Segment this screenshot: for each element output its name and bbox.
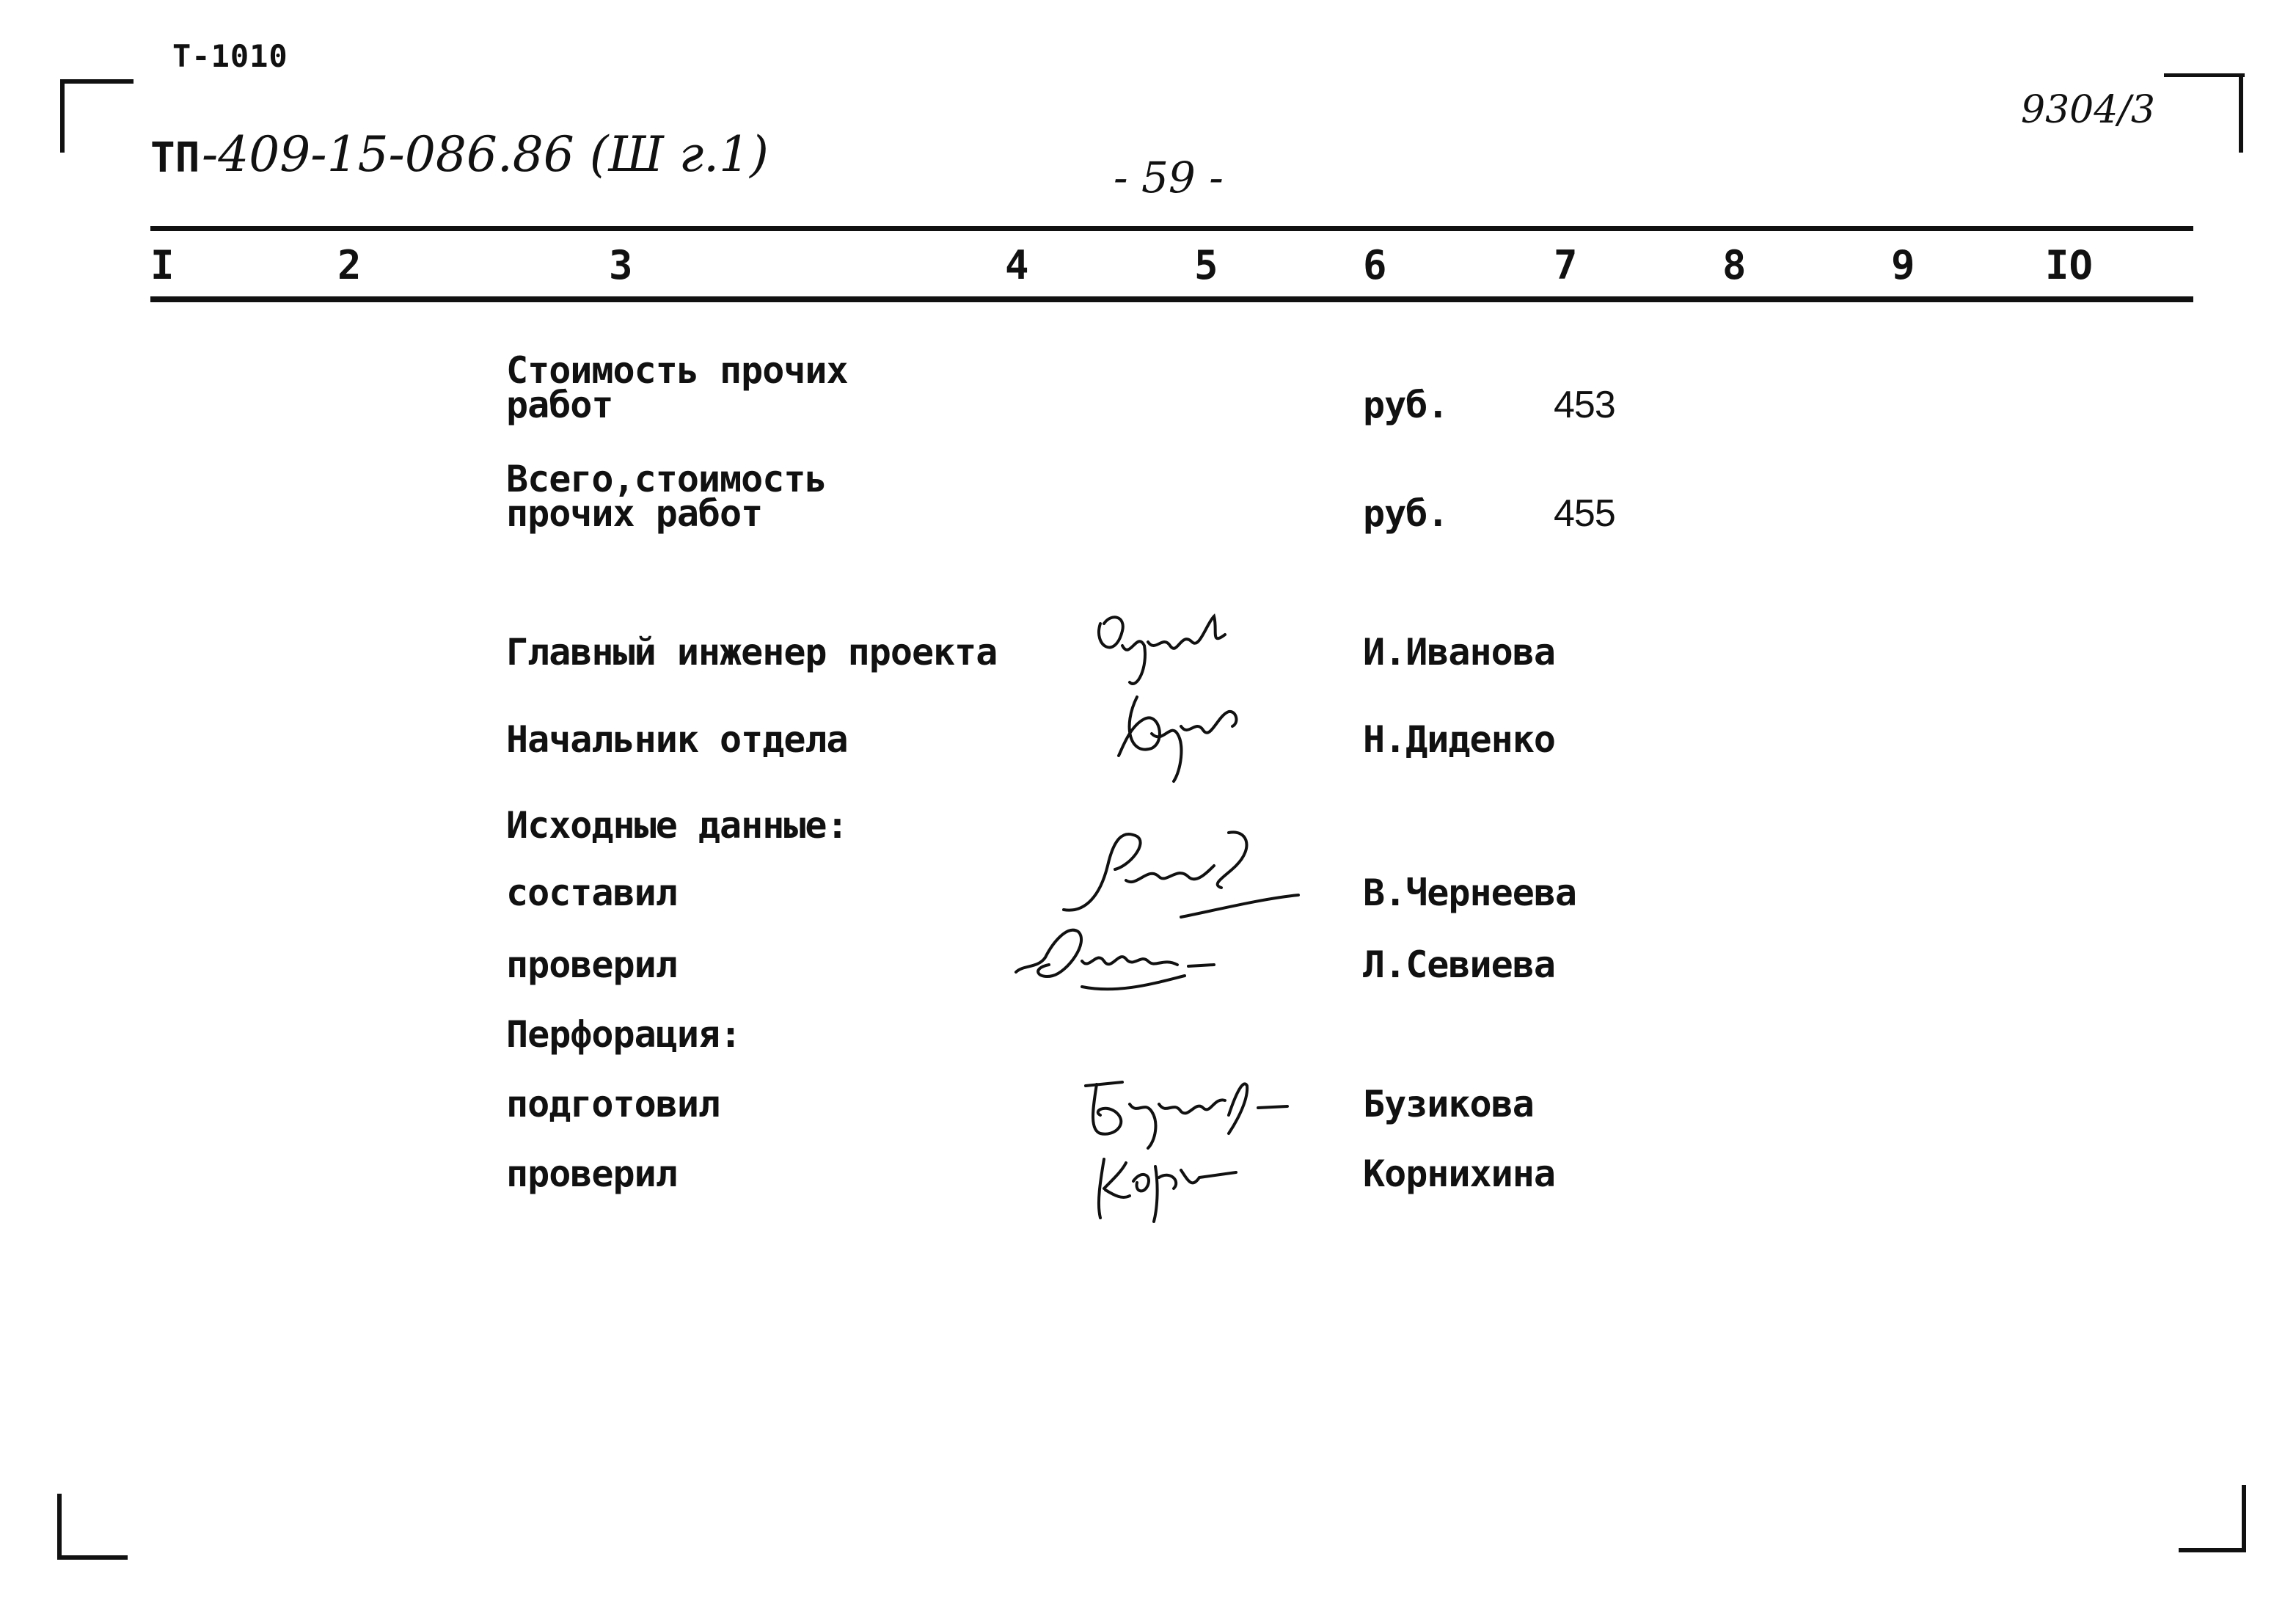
cost-row-2-line1: Всего,стоимость [506, 458, 827, 500]
department-head-role: Начальник отдела [506, 718, 848, 761]
source-data-title: Исходные данные: [506, 804, 848, 847]
corner-mark-bottom-left-v [57, 1494, 62, 1560]
cost-row-2-value: 455 [1554, 492, 1615, 535]
header-rule-top [150, 226, 2193, 231]
column-number-9: 9 [1891, 242, 1915, 288]
checked2-signature [1089, 1137, 1251, 1225]
column-number-10: IO [2045, 242, 2094, 288]
cost-row-1-unit: руб. [1363, 384, 1449, 426]
column-number-3: 3 [609, 242, 633, 288]
column-number-2: 2 [337, 242, 362, 288]
cost-row-1-value: 453 [1554, 384, 1615, 426]
corner-mark-top-right-v [2239, 73, 2243, 153]
compiled-name: В.Чернеева [1363, 872, 1577, 914]
compiled-role: составил [506, 872, 677, 914]
department-head-name: Н.Диденко [1363, 718, 1555, 761]
department-head-signature [1108, 682, 1269, 785]
corner-mark-top-left-v [60, 79, 65, 153]
page-number: - 59 - [1114, 153, 1224, 202]
column-number-4: 4 [1005, 242, 1029, 288]
cost-row-1-line1: Стоимость прочих [506, 349, 848, 392]
compiled-signature [1056, 814, 1306, 924]
checked1-role: проверил [506, 943, 677, 986]
column-number-7: 7 [1554, 242, 1578, 288]
checked1-signature [1009, 913, 1221, 1009]
doc-prefix: ТП [150, 134, 200, 182]
checked2-name: Корнихина [1363, 1153, 1555, 1195]
checked2-role: проверил [506, 1153, 677, 1195]
corner-mark-bottom-right-v [2242, 1485, 2246, 1552]
column-number-1: I [150, 242, 175, 288]
column-number-5: 5 [1194, 242, 1218, 288]
prepared-name: Бузикова [1363, 1083, 1534, 1125]
header-rule-bottom [150, 296, 2193, 302]
corner-mark-bottom-left-h [57, 1555, 128, 1560]
corner-mark-top-left-h [60, 79, 134, 84]
doc-number: -409-15-086.86 (Ш г.1) [202, 126, 769, 183]
column-number-8: 8 [1722, 242, 1747, 288]
perforation-title: Перфорация: [506, 1013, 742, 1056]
cost-row-2-line2: прочих работ [506, 492, 763, 535]
cost-row-2-unit: руб. [1363, 492, 1449, 535]
archive-number: 9304/3 [2021, 88, 2155, 132]
checked1-name: Л.Севиева [1363, 943, 1555, 986]
prepared-role: подготовил [506, 1083, 720, 1125]
chief-engineer-role: Главный инженер проекта [506, 631, 998, 673]
sheet-code: Т-1010 [172, 38, 288, 74]
cost-row-1-line2: работ [506, 384, 613, 426]
corner-mark-top-right-h [2164, 73, 2245, 77]
chief-engineer-name: И.Иванова [1363, 631, 1555, 673]
column-number-6: 6 [1363, 242, 1387, 288]
corner-mark-bottom-right-h [2179, 1548, 2246, 1552]
